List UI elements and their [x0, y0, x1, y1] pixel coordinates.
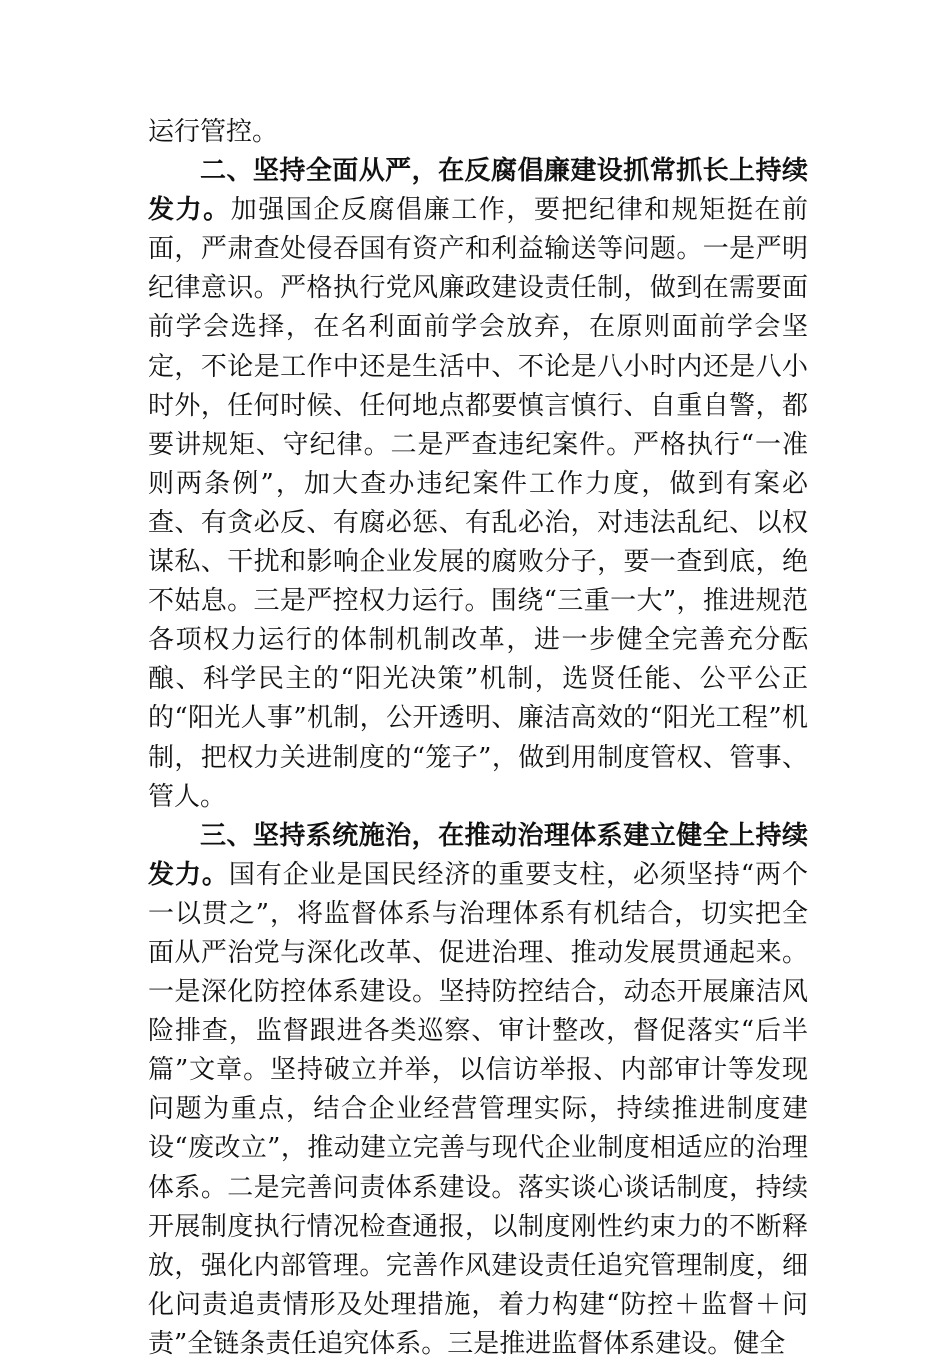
continuation-paragraph: 运行管控。: [148, 117, 279, 147]
section-3-paragraph: [148, 817, 808, 1364]
section-2-paragraph: [148, 152, 808, 817]
section-3-body: 国有企业是国民经济的重要支柱，必须坚持“两个一以贯之”，将监督体系与治理体系有机结合，切实把全面从严治党与深化改革、促进治理、推动发展贯通起来。一是深化防控体系建设。坚持防控结合，动态开展廉洁风险排查，监督跟进各类巡察、审计整改，督促落实“后半篇”文章。坚持破立并举，以信访举报、内部审计等发现问题为重点，结合企业经营管理实际，持续推进制度建设“废改立”，推动建立完善与现代企业制度相适应的治理体系。二是完善问责体系建设。落实谈心谈话制度，持续开展制度执行情况检查通报，以制度刚性约束力的不断释放，强化内部管理。完善作风建设责任追究管理制度，细化问责追责情形及处理措施，着力构建“防控＋监督＋问责”全链条责任追究体系。三是推进监督体系建设。健全: [148, 859, 808, 1359]
section-3-heading: 三、坚持系统施治，在推动治理体系建立健全上持续发力。: [148, 820, 808, 890]
section-2-heading: 二、坚持全面从严，在反腐倡廉建设抓常抓长上持续发力。: [148, 156, 808, 226]
section-2-body: 加强国企反腐倡廉工作，要把纪律和规矩挺在前面，严肃查处侵吞国有资产和利益输送等问题。一是严明纪律意识。严格执行党风廉政建设责任制，做到在需要面前学会选择，在名利面前学会放弃，在原则面前学会坚定，不论是工作中还是生活中、不论是八小时内还是八小时外，任何时候、任何地点都要慎言慎行、自重自警，都要讲规矩、守纪律。二是严查违纪案件。严格执行“一准则两条例”，加大查办违纪案件工作力度，做到有案必查、有贪必反、有腐必惩、有乱必治，对违法乱纪、以权谋私、干扰和影响企业发展的腐败分子，要一查到底，绝不姑息。三是严控权力运行。围绕“三重一大”，推进规范各项权力运行的体制机制改革，进一步健全完善充分酝酿、科学民主的“阳光决策”机制，选贤任能、公平公正的“阳光人事”机制，公开透明、廉洁高效的“阳光工程”机制，把权力关进制度的“笼子”，做到用制度管权、管事、管人。: [148, 195, 808, 812]
document-body: [148, 113, 808, 1364]
